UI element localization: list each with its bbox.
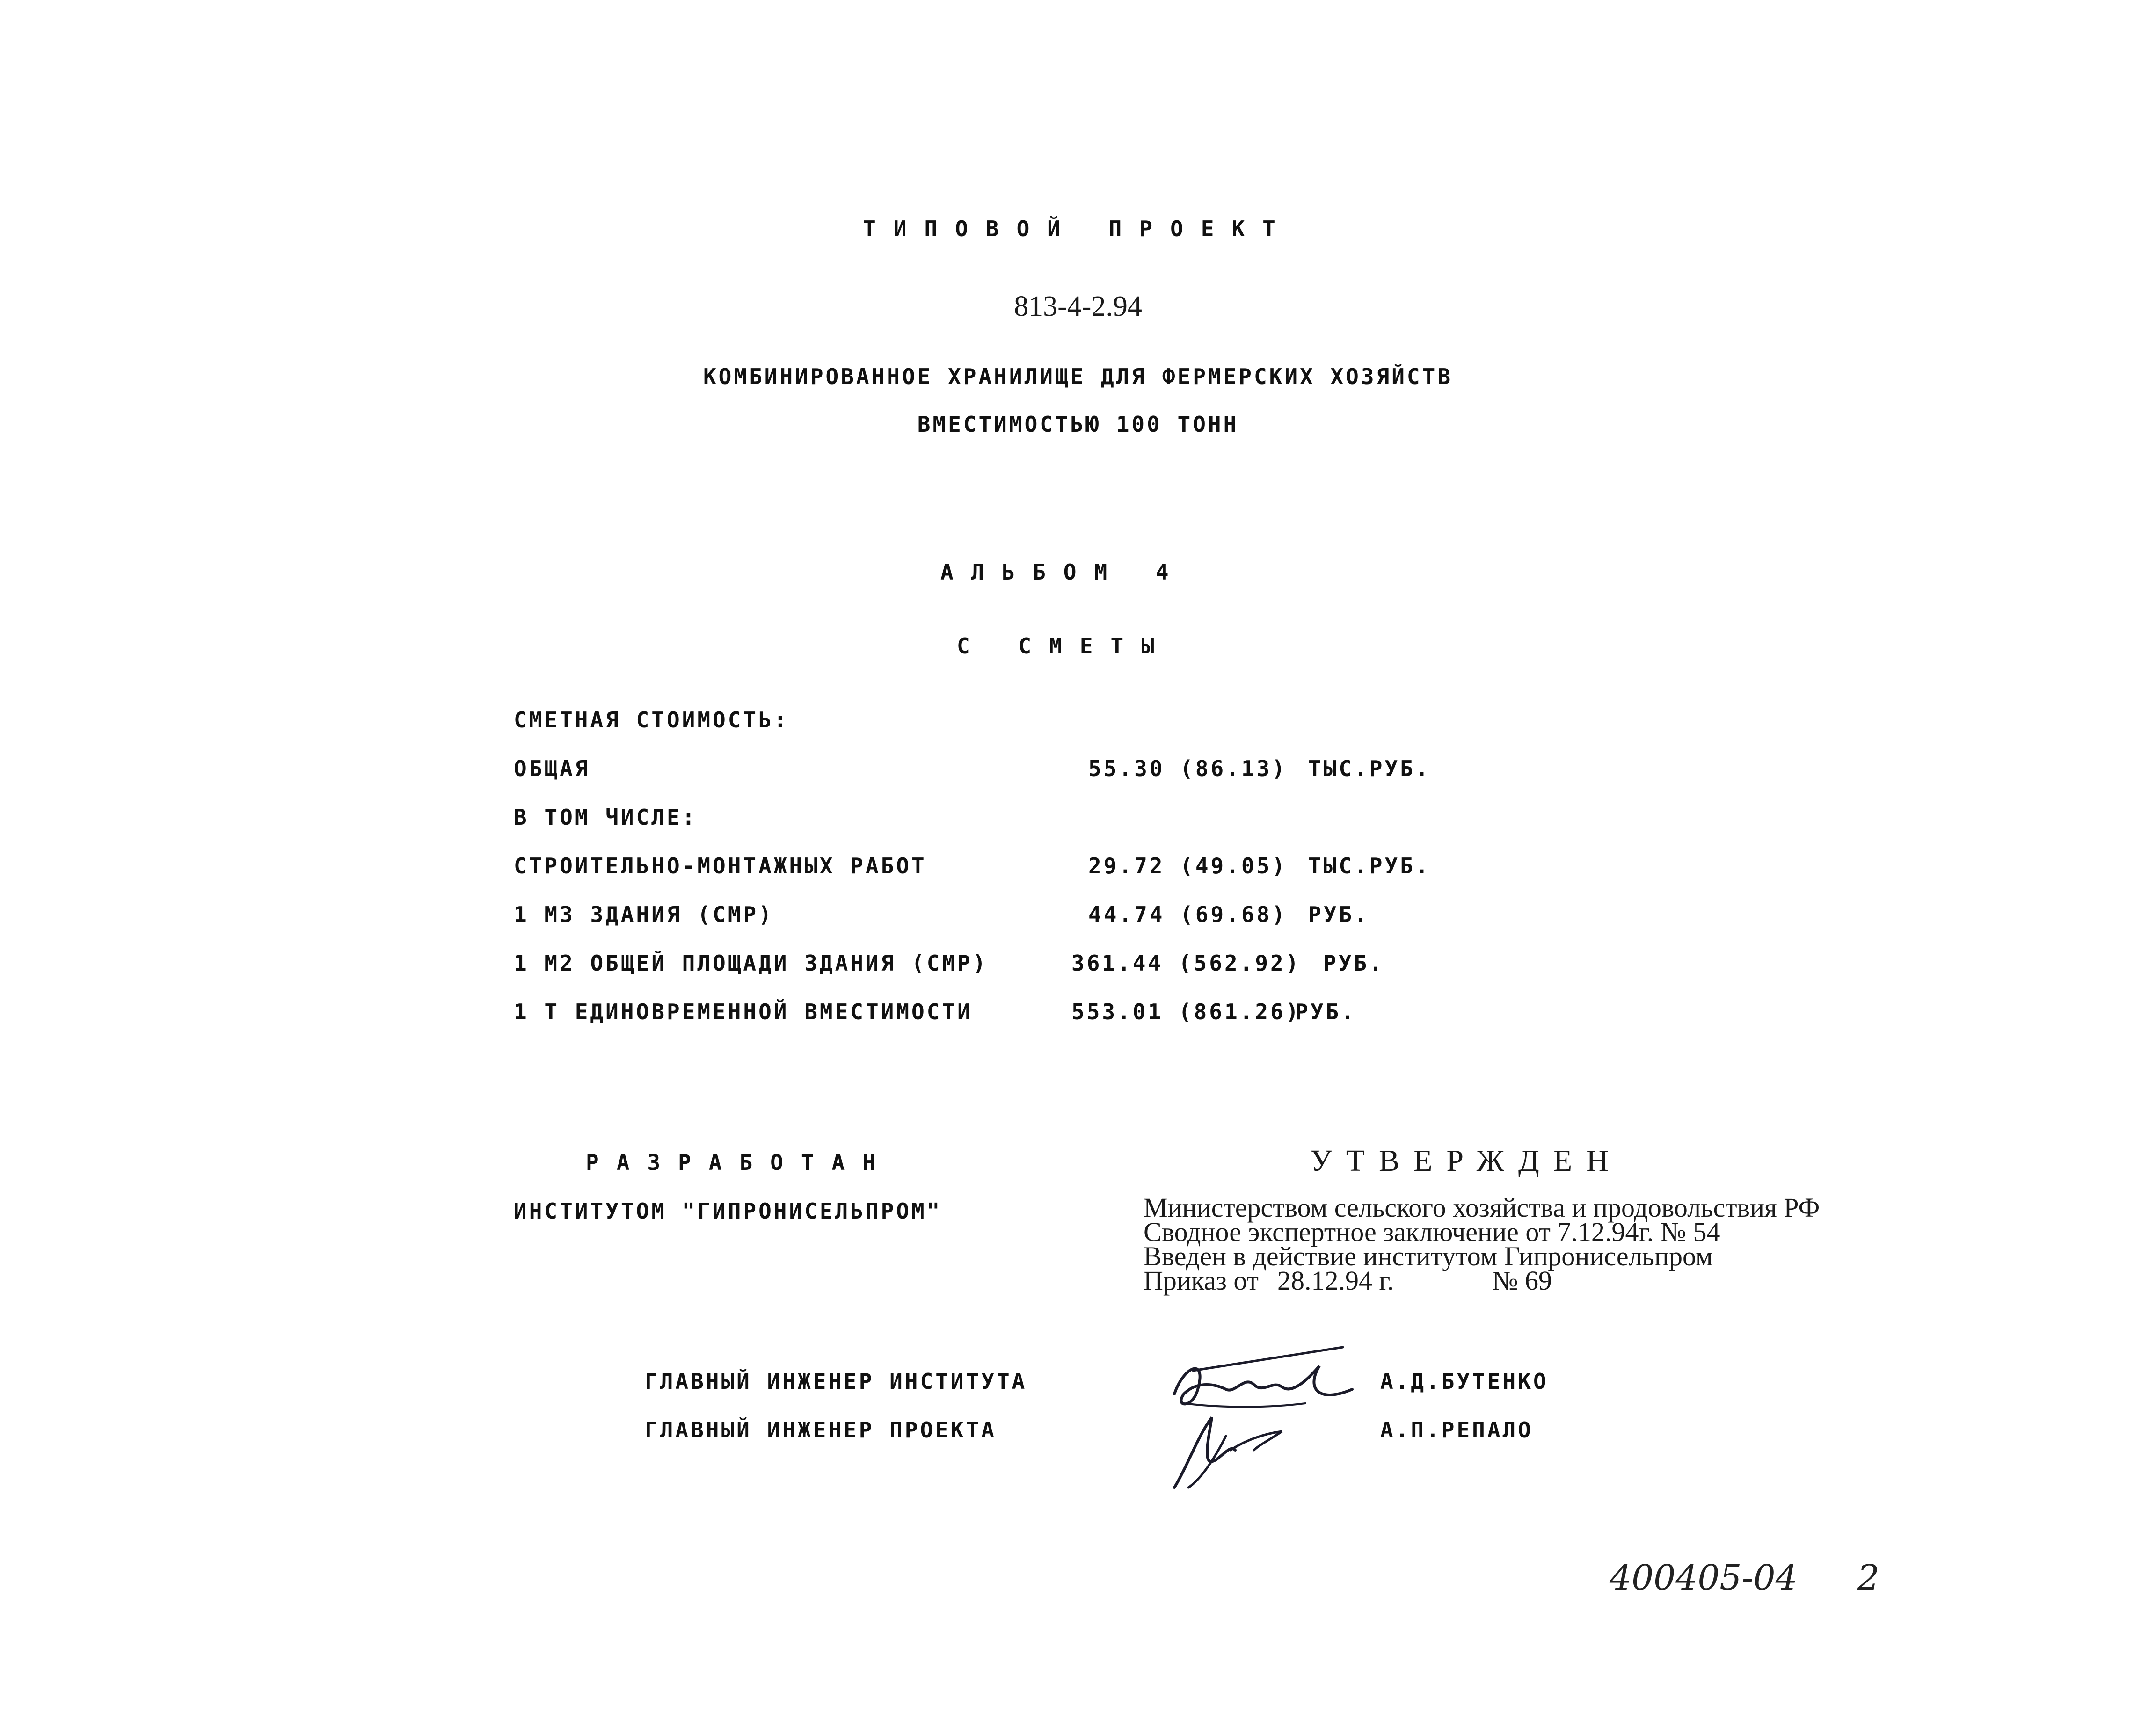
cost-label: СТРОИТЕЛЬНО-МОНТАЖНЫХ РАБОТ — [514, 853, 927, 878]
cost-row-total — [514, 756, 1496, 784]
cost-row-m3 — [514, 902, 1496, 930]
project-title-line1: КОМБИНИРОВАННОЕ ХРАНИЛИЩЕ ДЛЯ ФЕРМЕРСКИХ ХОЗЯЙСТВ — [703, 364, 1453, 389]
cost-label: В ТОМ ЧИСЛЕ: — [514, 805, 698, 830]
project-title-line2: ВМЕСТИМОСТЬЮ 100 ТОНН — [917, 412, 1239, 437]
album-label: АЛЬБОМ 4 — [940, 559, 1187, 585]
cost-value: 44.74 (69.68) — [1088, 902, 1288, 927]
order-prefix: Приказ от — [1144, 1265, 1259, 1296]
approved-line4 — [1144, 1265, 1552, 1296]
cost-value: 361.44 (562.92) — [1071, 951, 1301, 976]
costs-heading: СМЕТНАЯ СТОИМОСТЬ: — [514, 707, 789, 733]
cost-label: 1 М3 ЗДАНИЯ (СМР) — [514, 902, 774, 927]
cost-unit: РУБ. — [1323, 951, 1384, 976]
cost-value: 29.72 (49.05) — [1088, 853, 1288, 878]
approved-line3: Введен в действие институтом Гипронисельпром — [1144, 1241, 1713, 1271]
cost-row-smr — [514, 853, 1496, 881]
cost-unit: ТЫС.РУБ. — [1308, 756, 1431, 781]
signature-role-project: ГЛАВНЫЙ ИНЖЕНЕР ПРОЕКТА — [645, 1417, 997, 1443]
album-section: С СМЕТЫ — [957, 633, 1172, 659]
signature-name-butenko: А.Д.БУТЕНКО — [1380, 1369, 1549, 1394]
cost-value: 55.30 (86.13) — [1088, 756, 1288, 781]
cost-label: 1 М2 ОБЩЕЙ ПЛОЩАДИ ЗДАНИЯ (СМР) — [514, 951, 988, 976]
order-number: № 69 — [1492, 1265, 1552, 1296]
approved-line2: Сводное экспертное заключение от 7.12.94г. № 54 — [1144, 1217, 1720, 1247]
cost-label: ОБЩАЯ — [514, 756, 590, 781]
approved-heading: УТВЕРЖДЕН — [1310, 1144, 1623, 1178]
cost-unit: ТЫС.РУБ. — [1308, 853, 1431, 878]
signature-role-institute: ГЛАВНЫЙ ИНЖЕНЕР ИНСТИТУТА — [645, 1369, 1027, 1394]
cost-unit: РУБ. — [1308, 902, 1369, 927]
cost-unit: РУБ. — [1295, 999, 1356, 1024]
signature-repalo-icon — [1160, 1408, 1301, 1492]
inventory-number: 400405-04 — [1610, 1558, 1798, 1598]
page-number: 2 — [1857, 1558, 1880, 1598]
cost-label: 1 Т ЕДИНОВРЕМЕННОЙ ВМЕСТИМОСТИ — [514, 999, 973, 1024]
approved-line1: Министерством сельского хозяйства и продовольствия РФ — [1144, 1192, 1820, 1223]
cost-value: 553.01 (861.26) — [1071, 999, 1301, 1024]
cost-row-including — [514, 805, 1496, 833]
signature-name-repalo: А.П.РЕПАЛО — [1380, 1417, 1533, 1443]
document-kind: ТИПОВОЙ ПРОЕКТ — [863, 216, 1293, 241]
cost-row-ton — [514, 999, 1496, 1027]
order-date: 28.12.94 г. — [1277, 1265, 1394, 1296]
developed-by: ИНСТИТУТОМ "ГИПРОНИСЕЛЬПРОМ" — [514, 1198, 942, 1224]
project-number: 813-4-2.94 — [1014, 290, 1142, 322]
cost-row-m2 — [514, 951, 1496, 979]
developed-heading: РАЗРАБОТАН — [586, 1150, 893, 1175]
